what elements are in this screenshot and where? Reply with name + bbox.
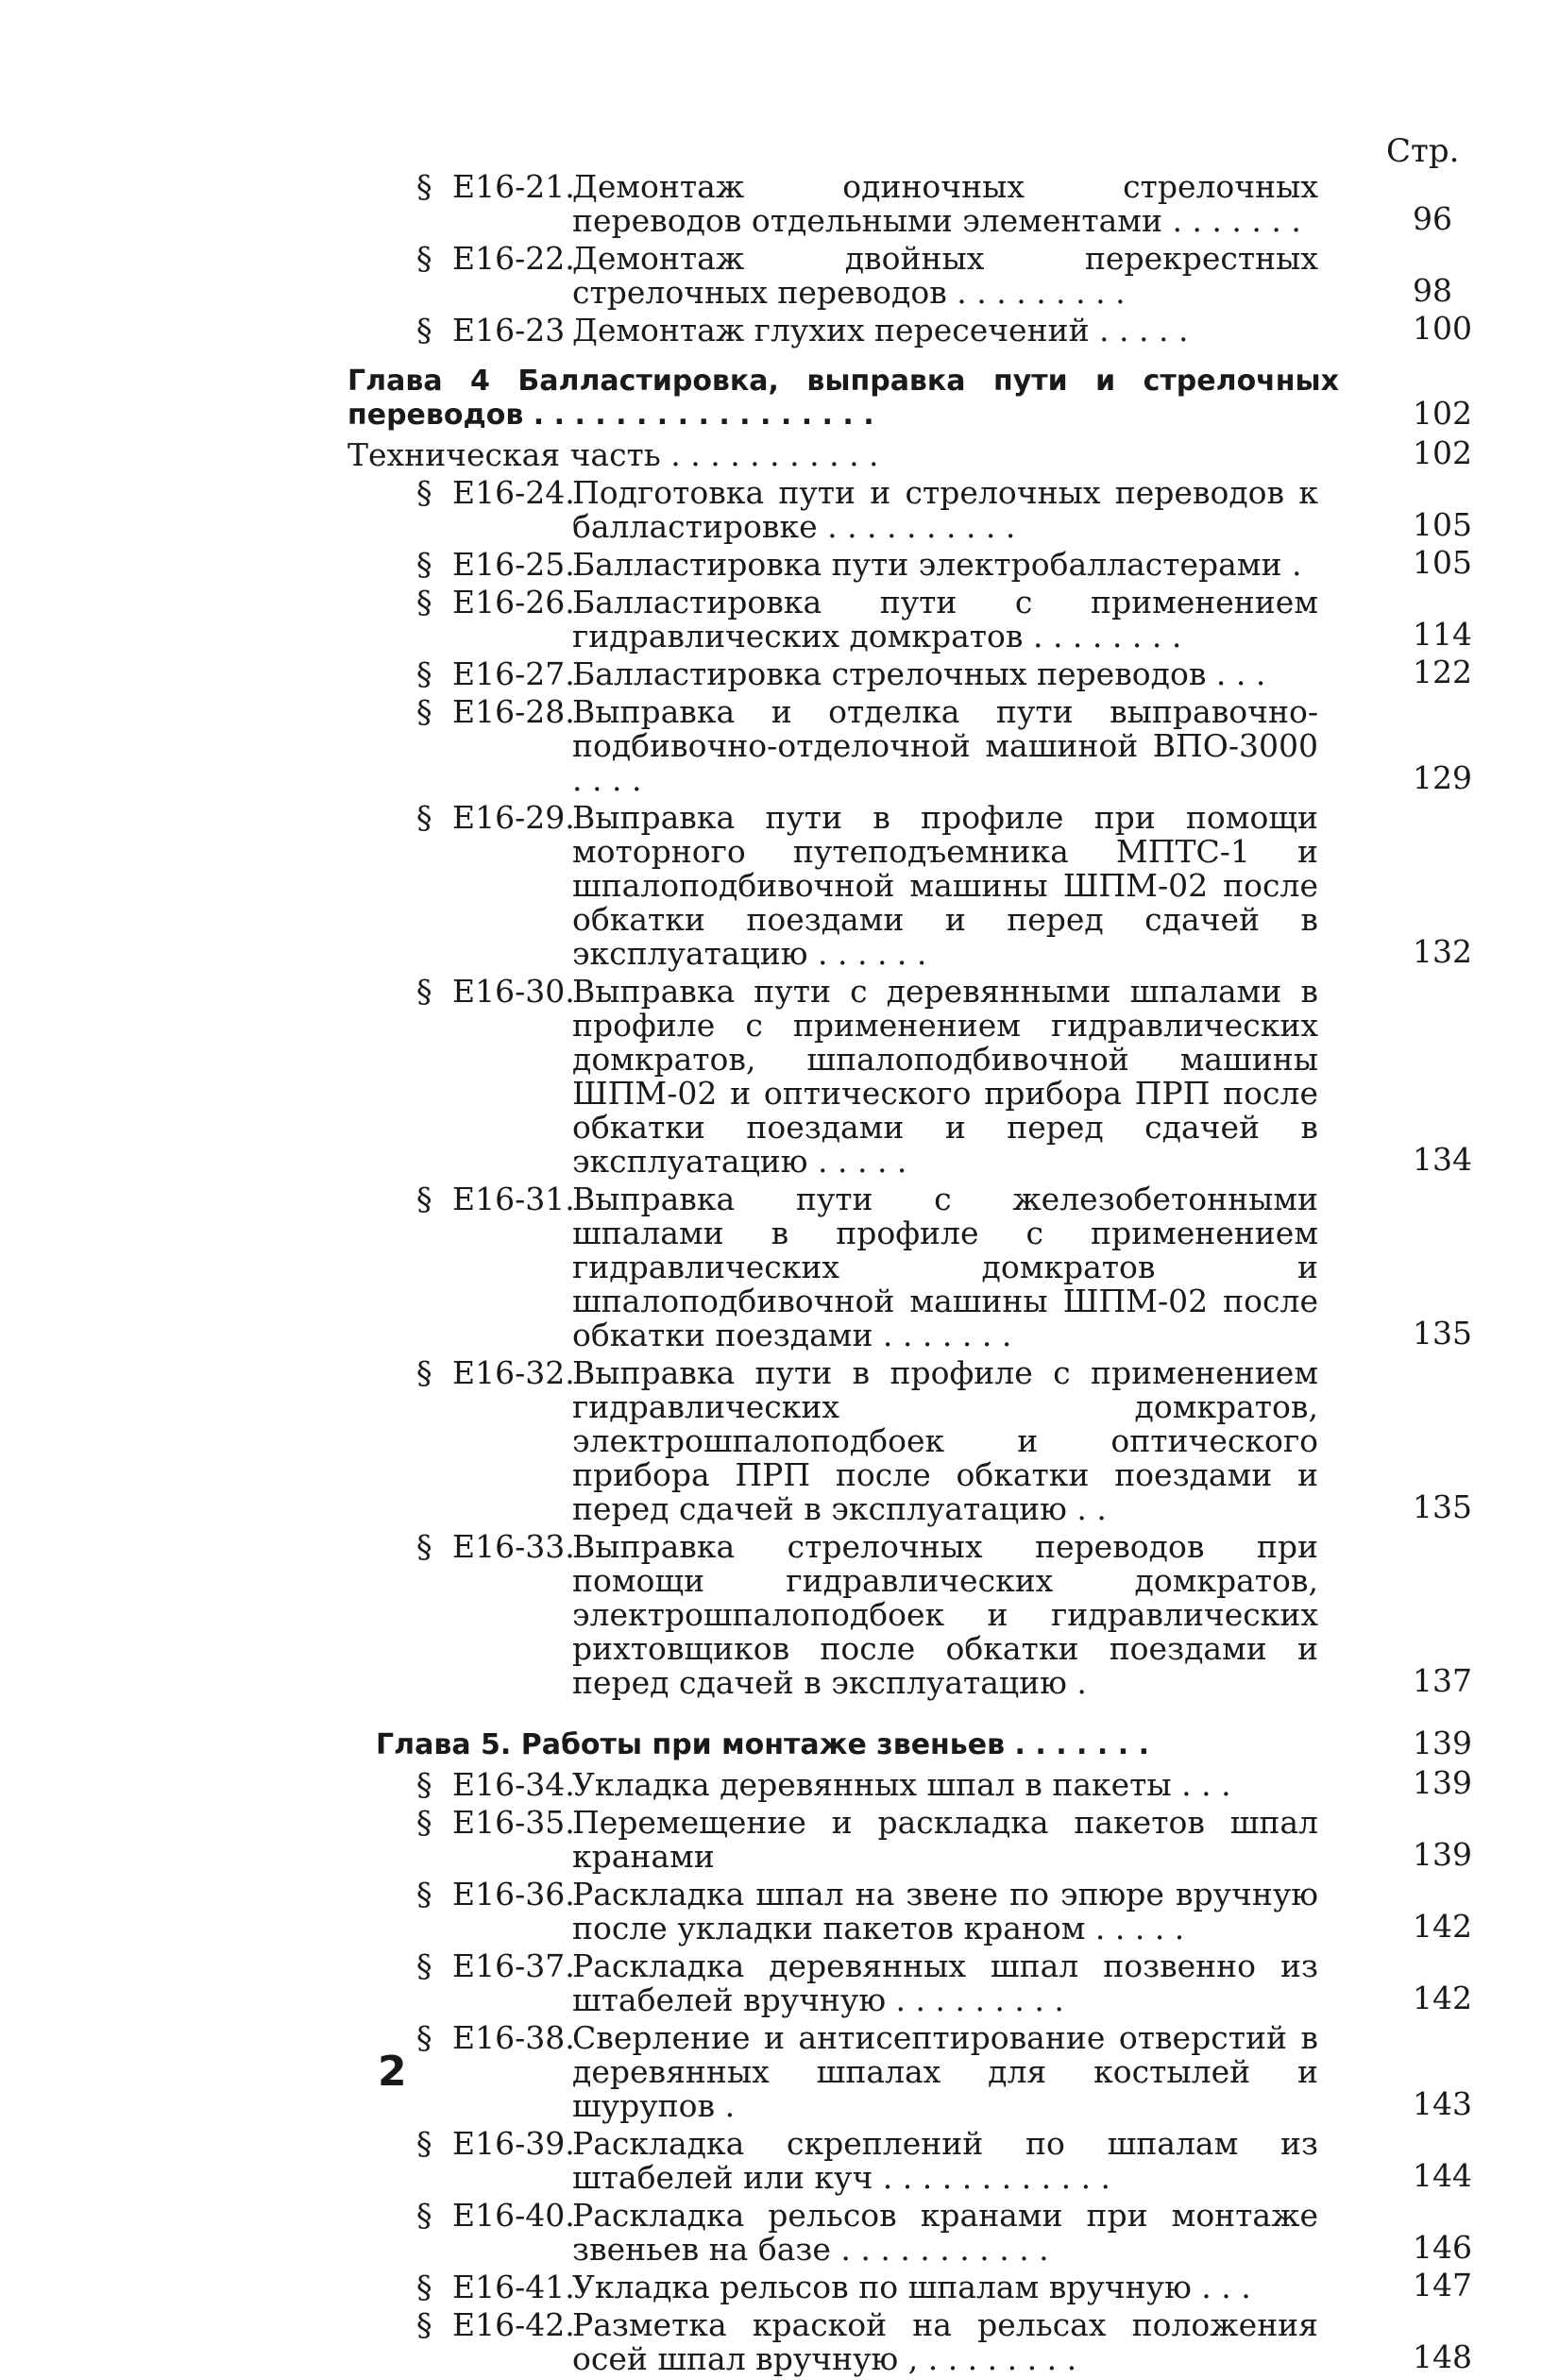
toc-entry [347, 2267, 1481, 2305]
section-code: Е16-27. [452, 655, 575, 692]
section-mark: § [416, 1766, 432, 1803]
entries-chapter5 [347, 1764, 1481, 2377]
chapter-5-title: Работы при монтаже звеньев . . . . . . . [520, 1728, 1149, 1761]
entry-page: 98 [1413, 272, 1452, 309]
section-code: Е16-23 [452, 312, 566, 348]
toc-entry [347, 170, 1481, 238]
table-of-contents [347, 170, 1481, 2380]
toc-entry [347, 2021, 1481, 2123]
section-number [416, 168, 575, 205]
toc-entry [347, 975, 1481, 1179]
section-number [416, 546, 575, 583]
section-code: Е16-28. [452, 693, 575, 730]
toc-entry [347, 586, 1481, 654]
entry-page: 132 [1413, 933, 1472, 970]
toc-entry [347, 476, 1481, 544]
entry-page: 139 [1413, 1764, 1472, 1801]
entry-page: 135 [1413, 1488, 1472, 1525]
section-code: Е16-33. [452, 1528, 575, 1565]
section-mark: § [416, 1876, 432, 1912]
section-number [416, 1354, 575, 1391]
section-code: Е16-38. [452, 2019, 575, 2056]
entry-title: Выправка пути в профиле с применением гидравлических домкратов, электрошпалоподбоек и оптического прибора ПРП после обкатки поездами и перед сдачей в эксплуатацию . . [572, 1354, 1318, 1527]
section-mark: § [416, 546, 432, 583]
section-code: Е16-34. [452, 1766, 575, 1803]
section-number [416, 655, 575, 692]
toc-entry [347, 801, 1481, 971]
section-code: Е16-36. [452, 1876, 575, 1912]
toc-entry [347, 2308, 1481, 2376]
entry-title: Выправка и отделка пути выправочно-подбивочно-отделочной машиной ВПО-3000 . . . . [572, 693, 1318, 798]
toc-entry [347, 1182, 1481, 1352]
entries-chapter4 [347, 476, 1481, 1700]
entry-page: 114 [1413, 616, 1472, 653]
entry-title: Сверление и антисептирование отверстий в деревянных шпалах для костылей и шурупов . [572, 2019, 1318, 2124]
entry-title: Перемещение и раскладка пакетов шпал кранами [572, 1804, 1318, 1875]
section-mark: § [416, 1804, 432, 1841]
section-code: Е16-42. [452, 2306, 575, 2343]
entry-title: Выправка стрелочных переводов при помощи гидравлических домкратов, электрошпалоподбоек и гидравлических рихтовщиков после обкатки поездами и перед сдачей в эксплуатацию . [572, 1528, 1318, 1701]
section-number [416, 240, 575, 277]
entry-page: 139 [1413, 1836, 1472, 1873]
section-number [416, 2019, 575, 2056]
entry-page: 144 [1413, 2157, 1472, 2194]
toc-entry [347, 544, 1481, 583]
section-mark: § [416, 973, 432, 1010]
section-number [416, 1947, 575, 1984]
entry-page: 137 [1413, 1662, 1472, 1699]
entry-page: 105 [1413, 544, 1472, 581]
section-mark: § [416, 655, 432, 692]
technical-part-heading [347, 434, 1481, 473]
entry-title: Раскладка рельсов кранами при монтаже звеньев на базе . . . . . . . . . . . [572, 2197, 1318, 2268]
section-code: Е16-24. [452, 474, 575, 511]
entry-page: 146 [1413, 2229, 1472, 2266]
entry-title: Балластировка пути электробалластерами . [572, 546, 1302, 583]
section-mark: § [416, 312, 432, 348]
section-number [416, 2197, 575, 2234]
entry-page: 142 [1413, 1908, 1472, 1945]
toc-entry [347, 1356, 1481, 1526]
section-mark: § [416, 474, 432, 511]
section-code: Е16-41. [452, 2269, 575, 2305]
section-code: Е16-29. [452, 799, 575, 836]
entry-title: Выправка пути с железобетонными шпалами в профиле с применением гидравлических домкратов и шпалоподбивочной машины ШПМ-02 после обкатки поездами . . . . . . . [572, 1181, 1318, 1353]
section-number [416, 1528, 575, 1565]
section-code: Е16-22. [452, 240, 575, 277]
section-mark: § [416, 2019, 432, 2056]
section-mark: § [416, 168, 432, 205]
section-mark: § [416, 1528, 432, 1565]
section-mark: § [416, 2269, 432, 2305]
section-code: Е16-31. [452, 1181, 575, 1217]
chapter-4-page: 102 [1413, 395, 1472, 432]
section-number [416, 693, 575, 730]
section-code: Е16-26. [452, 584, 575, 620]
toc-entry [347, 1878, 1481, 1946]
chapter-5-label: Глава 5. [376, 1728, 512, 1761]
section-number [416, 312, 566, 348]
toc-entry [347, 1530, 1481, 1700]
entry-page: 105 [1413, 506, 1472, 543]
entry-title: Выправка пути с деревянными шпалами в профиле с применением гидравлических домкратов, шпалоподбивочной машины ШПМ-02 и оптического прибора ПРП после обкатки поездами и перед сдачей в эксплуатацию . . . . . [572, 973, 1318, 1180]
toc-entry [347, 310, 1481, 348]
entry-title: Демонтаж одиночных стрелочных переводов отдельными элементами . . . . . . . [572, 168, 1318, 239]
toc-entry [347, 695, 1481, 797]
entry-page: 134 [1413, 1141, 1472, 1178]
section-code: Е16-30. [452, 973, 575, 1010]
page-column-header: Стр. [1386, 132, 1460, 170]
section-code: Е16-32. [452, 1354, 575, 1391]
entry-title: Укладка деревянных шпал в пакеты . . . [572, 1766, 1231, 1803]
section-mark: § [416, 2197, 432, 2234]
entry-title: Раскладка шпал на звене по эпюре вручную после укладки пакетов краном . . . . . [572, 1876, 1318, 1946]
toc-entry [347, 654, 1481, 692]
chapter-4-title: Балластировка, выправка пути и стрелочных переводов . . . . . . . . . . . . . . . . . [347, 365, 1339, 432]
entry-title: Демонтаж двойных перекрестных стрелочных переводов . . . . . . . . . [572, 240, 1318, 311]
section-number [416, 584, 575, 620]
section-mark: § [416, 799, 432, 836]
entry-page: 122 [1413, 654, 1472, 690]
toc-entry [347, 1764, 1481, 1803]
section-number [416, 2125, 575, 2162]
section-mark: § [416, 1947, 432, 1984]
page-number: 2 [378, 2048, 407, 2096]
entry-title: Подготовка пути и стрелочных переводов к балластировке . . . . . . . . . . [572, 474, 1318, 545]
entry-title: Раскладка скреплений по шпалам из штабелей или куч . . . . . . . . . . . . [572, 2125, 1318, 2196]
entry-page: 148 [1413, 2338, 1472, 2375]
entries-chapter3-tail [347, 170, 1481, 348]
entry-page: 143 [1413, 2085, 1472, 2122]
entry-title: Балластировка стрелочных переводов . . . [572, 655, 1266, 692]
section-number [416, 1804, 575, 1841]
section-mark: § [416, 693, 432, 730]
entry-title: Демонтаж глухих пересечений . . . . . [572, 312, 1189, 348]
section-code: Е16-39. [452, 2125, 575, 2162]
section-number [416, 1876, 575, 1912]
chapter-5-heading [347, 1725, 1481, 1762]
entry-page: 96 [1413, 200, 1452, 237]
section-number [416, 2269, 575, 2305]
entry-title: Выправка пути в профиле при помощи моторного путеподъемника МПТС-1 и шпалоподбивочной машины ШПМ-02 после обкатки поездами и перед сдачей в эксплуатацию . . . . . . [572, 799, 1318, 972]
entry-title: Раскладка деревянных шпал позвенно из штабелей вручную . . . . . . . . . [572, 1947, 1318, 2018]
entry-page: 129 [1413, 759, 1472, 796]
toc-entry [347, 2199, 1481, 2267]
section-mark: § [416, 2125, 432, 2162]
toc-entry [347, 242, 1481, 310]
section-mark: § [416, 1354, 432, 1391]
entry-page: 135 [1413, 1315, 1472, 1352]
technical-part-page: 102 [1413, 434, 1472, 471]
section-code: Е16-35. [452, 1804, 575, 1841]
section-mark: § [416, 584, 432, 620]
chapter-4-heading [347, 365, 1481, 433]
section-code: Е16-25. [452, 546, 575, 583]
toc-entry [347, 2127, 1481, 2195]
toc-entry [347, 1806, 1481, 1874]
section-number [416, 474, 575, 511]
entry-page: 100 [1413, 310, 1472, 347]
entry-page: 147 [1413, 2267, 1472, 2304]
section-mark: § [416, 2306, 432, 2343]
chapter-5-page: 139 [1413, 1725, 1472, 1761]
chapter-4-label: Глава 4 [347, 365, 490, 398]
technical-part-label: Техническая часть . . . . . . . . . . . [347, 436, 879, 473]
section-number [416, 973, 575, 1010]
section-code: Е16-21. [452, 168, 575, 205]
entry-title: Разметка краской на рельсах положения осей шпал вручную , . . . . . . . . [572, 2306, 1318, 2377]
section-number [416, 1181, 575, 1217]
section-number [416, 1766, 575, 1803]
entry-page: 142 [1413, 1980, 1472, 2016]
section-number [416, 799, 575, 836]
entry-title: Балластировка пути с применением гидравлических домкратов . . . . . . . . [572, 584, 1318, 654]
section-mark: § [416, 240, 432, 277]
toc-entry [347, 1949, 1481, 2017]
section-mark: § [416, 1181, 432, 1217]
section-code: Е16-40. [452, 2197, 575, 2234]
entry-title: Укладка рельсов по шпалам вручную . . . [572, 2269, 1251, 2305]
section-code: Е16-37. [452, 1947, 575, 1984]
section-number [416, 2306, 575, 2343]
